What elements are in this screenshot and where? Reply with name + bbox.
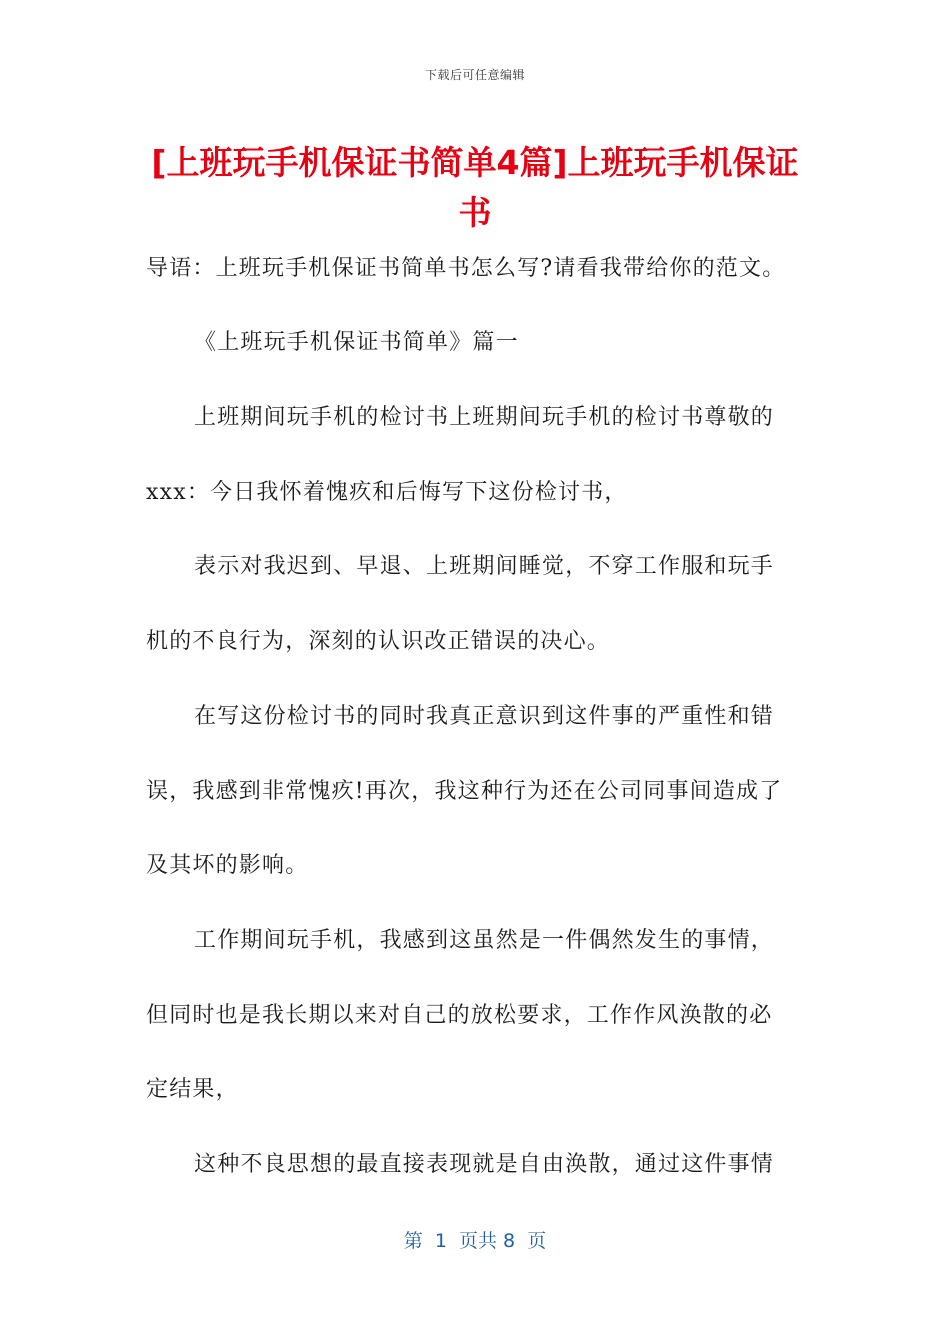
paragraph-line: 上班期间玩手机的检讨书上班期间玩手机的检讨书尊敬的: [194, 405, 775, 430]
paragraph-line: 工作期间玩手机，我感到这虽然是一件偶然发生的事情，: [194, 928, 775, 953]
paragraph-line: 在写这份检讨书的同时我真正意识到这件事的严重性和错: [194, 704, 775, 729]
paragraph-line: 误，我感到非常愧疚!再次，我这种行为还在公司同事间造成了: [146, 779, 783, 804]
intro-line: 导语：上班玩手机保证书简单书怎么写?请看我带给你的范文。: [146, 256, 786, 281]
paragraph-line: 机的不良行为，深刻的认识改正错误的决心。: [146, 629, 611, 654]
header-note: 下载后可任意编辑: [424, 68, 525, 82]
section-heading: 《上班玩手机保证书简单》篇一: [194, 330, 519, 355]
paragraph-line: 及其坏的影响。: [146, 853, 309, 878]
paragraph-line: 这种不良思想的最直接表现就是自由涣散，通过这件事情: [194, 1152, 775, 1177]
paragraph-line: 定结果，: [146, 1077, 239, 1102]
document-title: [上班玩手机保证书简单4篇]上班玩手机保证书: [151, 143, 799, 232]
paragraph-line: 但同时也是我长期以来对自己的放松要求，工作作风涣散的必: [146, 1003, 773, 1028]
paragraph-line: xxx：今日我怀着愧疚和后悔写下这份检讨书，: [146, 480, 628, 505]
page-number-footer: 第 1 页共 8 页: [403, 1230, 547, 1252]
paragraph-line: 表示对我迟到、早退、上班期间睡觉，不穿工作服和玩手: [194, 554, 775, 579]
